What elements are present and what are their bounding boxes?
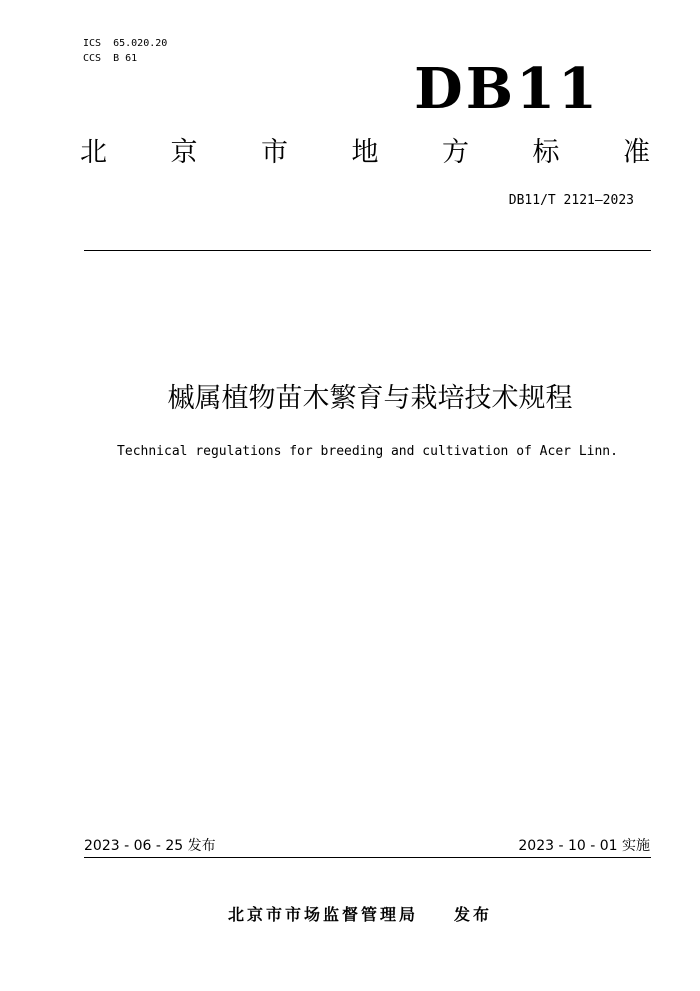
heading-char: 市 — [261, 137, 288, 168]
document-title-chinese: 槭属植物苗木繁育与栽培技术规程 — [167, 383, 573, 414]
header-divider — [84, 250, 651, 251]
standard-number: DB11/T 2121—2023 — [508, 193, 634, 208]
heading-char: 京 — [170, 137, 198, 168]
heading-char: 北 — [80, 137, 107, 168]
heading-char: 方 — [442, 137, 469, 168]
heading-char: 地 — [351, 137, 379, 168]
standard-type-heading — [80, 136, 650, 170]
db11-logo: DB11 — [414, 56, 600, 122]
ics-code: ICS 65.020.20 — [83, 38, 168, 49]
issuer-name: 北京市市场监督管理局 — [227, 905, 418, 924]
footer-divider — [84, 857, 651, 858]
implement-date: 2023 - 10 - 01 实施 — [518, 838, 650, 854]
issue-label: 发布 — [454, 905, 493, 924]
document-title-english: Technical regulations for breeding and cultivation of Acer Linn. — [117, 444, 618, 459]
publish-date: 2023 - 06 - 25 发布 — [84, 838, 216, 854]
classification-codes — [83, 36, 167, 66]
heading-char: 标 — [532, 137, 560, 168]
heading-char: 准 — [623, 137, 650, 168]
ccs-code: CCS B 61 — [83, 53, 138, 64]
issuing-authority — [0, 904, 700, 926]
